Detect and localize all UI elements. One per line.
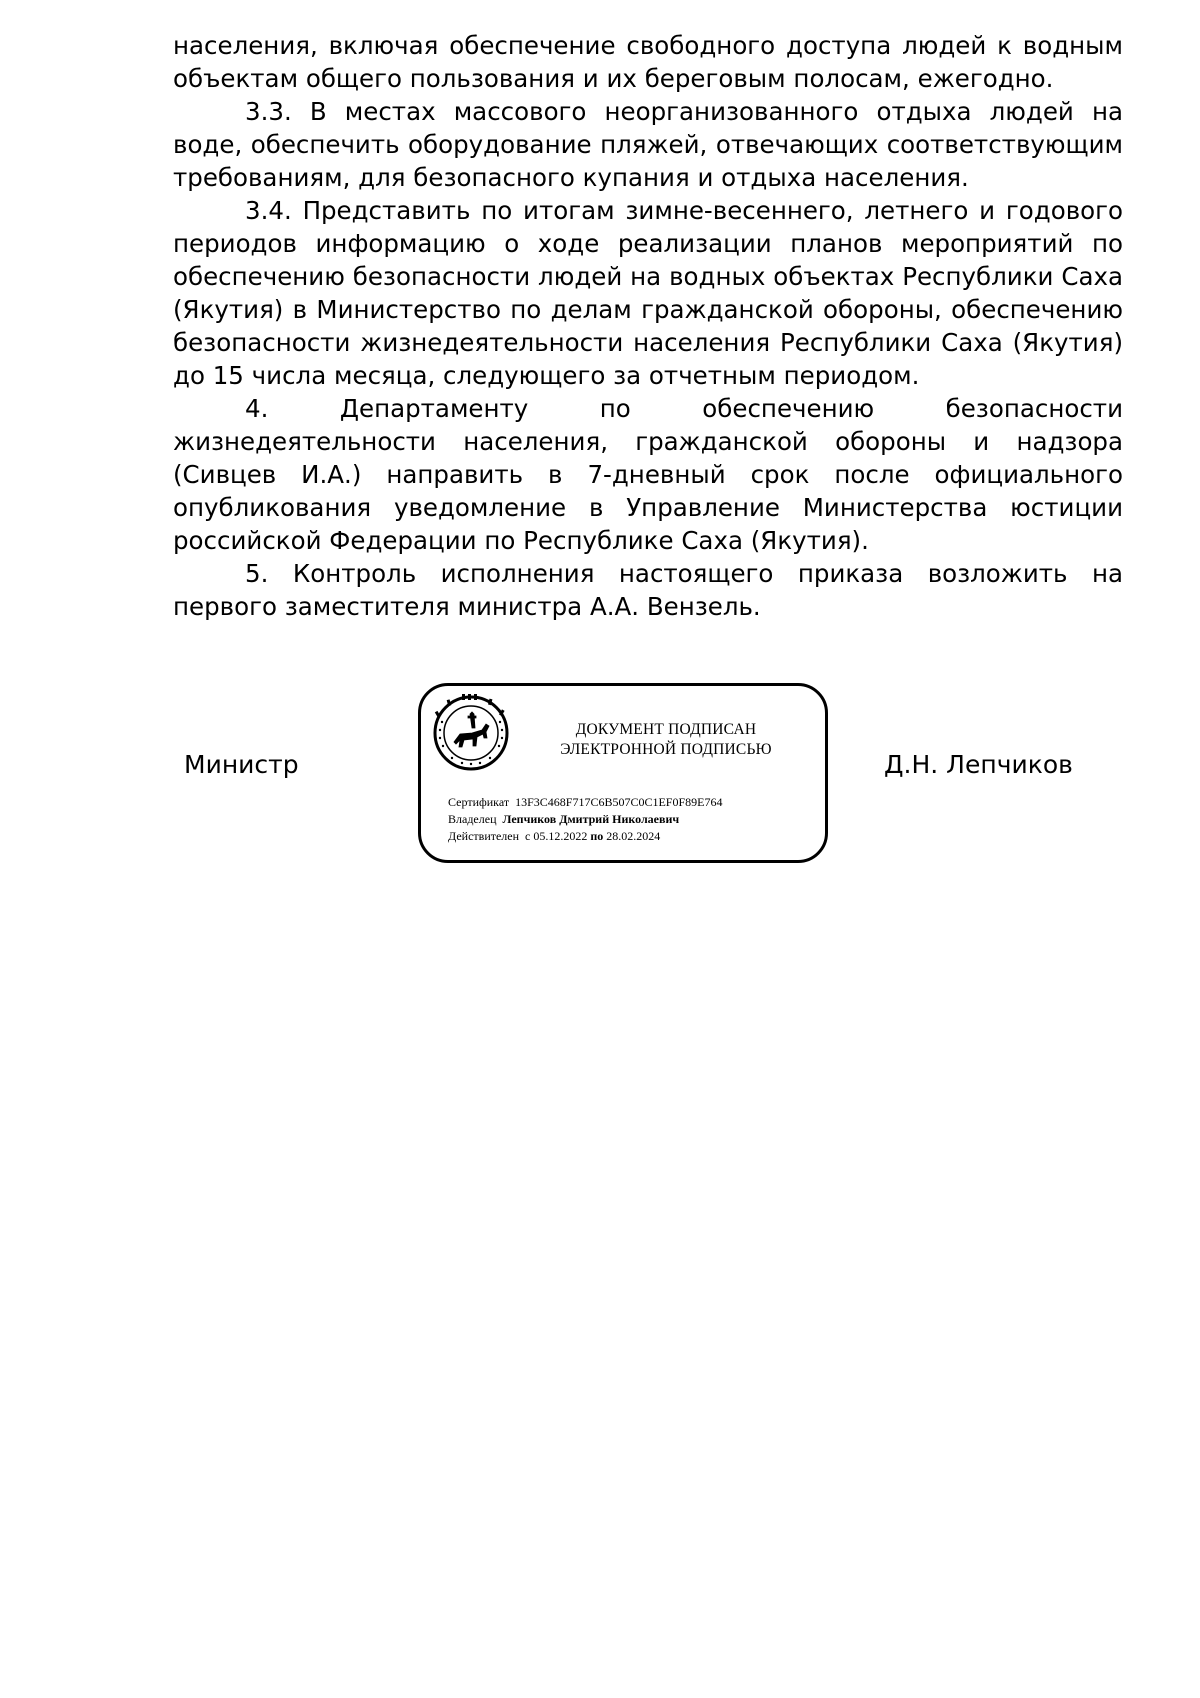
signer-name: Д.Н. Лепчиков bbox=[884, 750, 1073, 779]
owner-label: Владелец bbox=[448, 812, 497, 826]
signer-position: Министр bbox=[184, 750, 299, 779]
valid-from-date: 05.12.2022 bbox=[533, 829, 588, 843]
document-body bbox=[173, 29, 1123, 623]
electronic-signature-stamp bbox=[418, 683, 828, 863]
valid-to-date: 28.02.2024 bbox=[606, 829, 661, 843]
paragraph-continuation: населения, включая обеспечение свободного доступа людей к водным объектам общего пользования и их береговым полосам, ежегодно. bbox=[173, 31, 1123, 93]
stamp-heading-line1: ДОКУМЕНТ ПОДПИСАН bbox=[575, 721, 757, 738]
valid-label: Действителен bbox=[448, 829, 520, 843]
paragraph-5: 5. Контроль исполнения настоящего приказа возложить на первого заместителя министра А.А. Вензель. bbox=[173, 559, 1123, 621]
stamp-owner-row bbox=[448, 811, 722, 828]
valid-from-prefix: с bbox=[525, 829, 531, 843]
stamp-heading bbox=[531, 720, 801, 760]
paragraph-4: 4. Департаменту по обеспечению безопасности жизнедеятельности населения, гражданской обороны и надзора (Сивцев И.А.) направить в 7-дневный срок после официального опубликования уведомление в Управление Министерства юстиции российской Федерации по Республике Саха (Якутия). bbox=[173, 394, 1123, 555]
paragraph-3-3: 3.3. В местах массового неорганизованного отдыха людей на воде, обеспечить оборудование пляжей, отвечающих соответствующим требованиям, для безопасного купания и отдыха населения. bbox=[173, 97, 1123, 192]
certificate-label: Сертификат bbox=[448, 795, 510, 809]
paragraph-3-4: 3.4. Представить по итогам зимне-весеннего, летнего и годового периодов информацию о ходе реализации планов мероприятий по обеспечению безопасности людей на водных объектах Республики Саха (Якутия) в Министерство по делам гражданской обороны, обеспечению безопасности жизнедеятельности населения Республики Саха (Якутия) до 15 числа месяца, следующего за отчетным периодом. bbox=[173, 196, 1123, 390]
owner-value: Лепчиков Дмитрий Николаевич bbox=[502, 812, 680, 826]
certificate-value: 13F3C468F717C6B507C0C1EF0F89E764 bbox=[515, 795, 723, 809]
yakutia-coat-of-arms-icon bbox=[432, 694, 510, 772]
stamp-validity-row bbox=[448, 828, 722, 845]
stamp-certificate-row bbox=[448, 794, 722, 811]
stamp-heading-line2: ЭЛЕКТРОННОЙ ПОДПИСЬЮ bbox=[560, 741, 772, 758]
stamp-details bbox=[448, 794, 722, 845]
valid-to-prefix: по bbox=[590, 829, 604, 843]
